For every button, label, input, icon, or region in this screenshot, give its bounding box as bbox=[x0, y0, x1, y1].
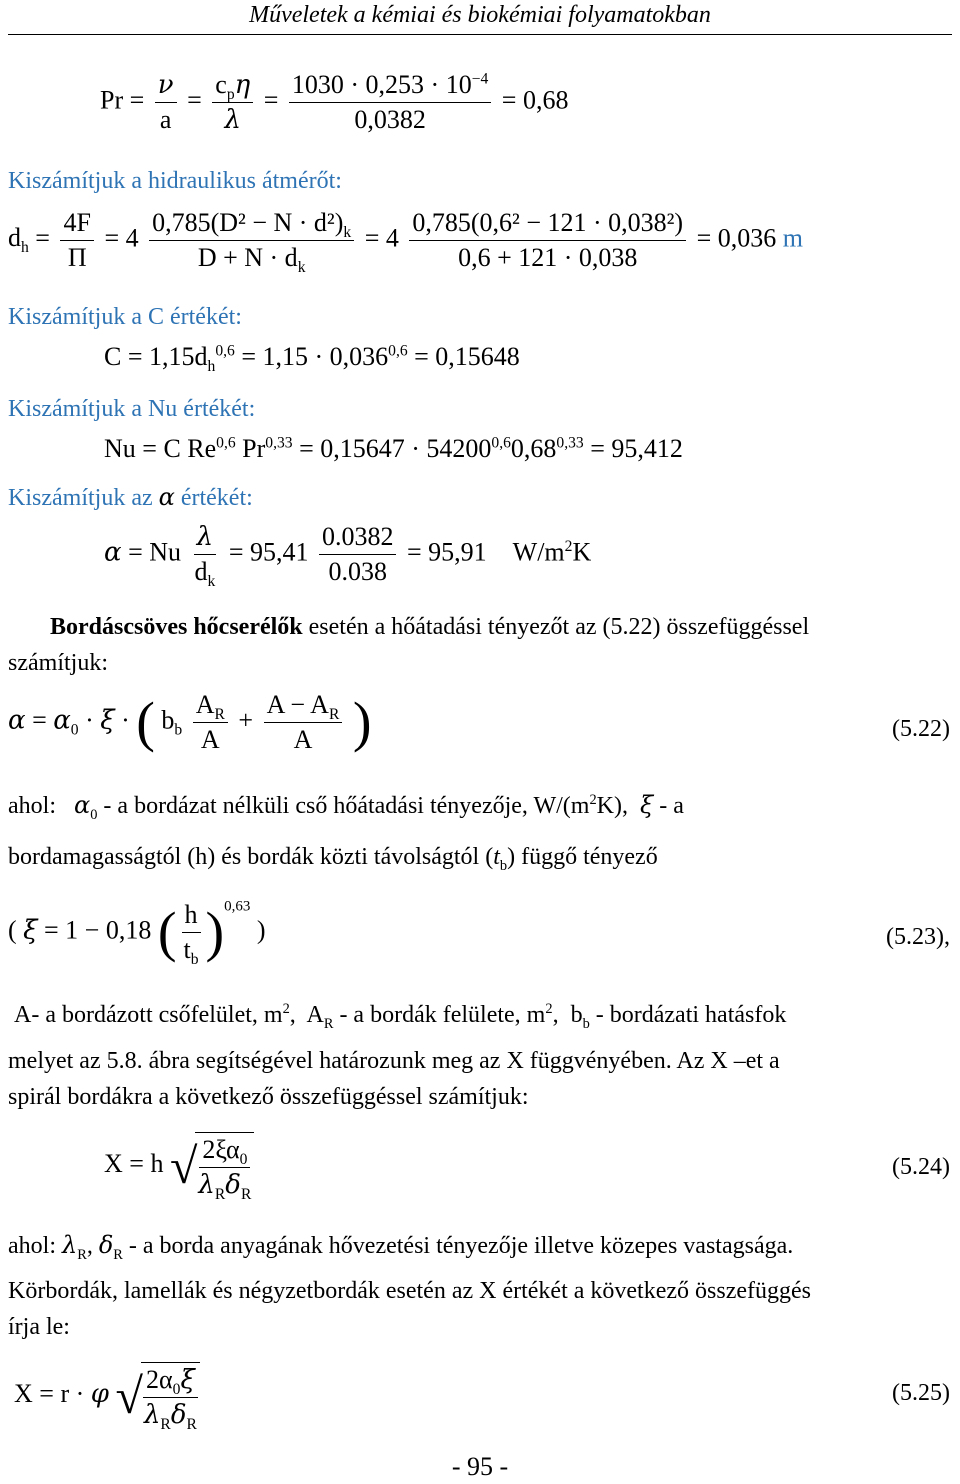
eq523-fraction: $\frac{h}{t_b}$ bbox=[183, 900, 199, 969]
heading-nu-value: Kiszámítjuk a Nu értékét: bbox=[8, 396, 256, 422]
paragraph-where-lambda-delta: ahol: $\lambda_R$, $\delta_R$ - a borda anyagának hővezetési tényezője illetve közepes vastagsága. bbox=[8, 1231, 794, 1263]
paragraph-finned-tube-line2: számítjuk: bbox=[8, 650, 108, 676]
equation-5-22: $\alpha = \alpha_0 \cdot \xi$ · ( $b_b$ $\frac{A_R}{A}$ + $\frac{A - A_R}{A}$ ) bbox=[8, 690, 372, 754]
paragraph-circular-fins-line1: Körbordák, lamellák és négyzetbordák esetén az X értékét a következő összefüggés bbox=[8, 1278, 811, 1304]
equation-number-5-25: (5.25) bbox=[892, 1380, 950, 1406]
equation-alpha: α = Nu $\frac{\lambda}{d_k}$ = 95,41 $\frac{0.0382}{0.038}$ = 95,91 $W/m^2K$ bbox=[104, 522, 592, 591]
paragraph-circular-fins-line2: írja le: bbox=[8, 1314, 70, 1340]
eq522-fraction-1: $\frac{A_R}{A}$ bbox=[193, 690, 228, 755]
equation-c: $C = 1,15d_h^{0,6} = 1,15 \cdot 0,036^{0,6} = 0,15648$ bbox=[104, 342, 520, 376]
pr-fraction-2: $\frac{c_p\eta}{\lambda}$ bbox=[212, 70, 253, 135]
paragraph-finned-tube-line1: Bordáscsöves hőcserélők esetén a hőátadási tényezőt az (5.22) összefüggéssel bbox=[50, 614, 810, 640]
paragraph-surface-definitions: A- a bordázott csőfelület, $m^2$, $A_R$ - a bordák felülete, $m^2$, $b_b$ - bordázati hatásfok bbox=[14, 1001, 787, 1032]
equation-number-5-22: (5.22) bbox=[892, 716, 950, 742]
equation-5-24: X = h √ $\frac{2\xi\alpha_0}{\lambda_R\delta_R}$ bbox=[104, 1132, 258, 1200]
equation-number-5-23: (5.23), bbox=[886, 924, 950, 950]
dh-fraction-3: $\frac{\text{0,785(0,6² − 121 · 0,038²)}}{0,6 + 121 \cdot 0,038}$ bbox=[409, 208, 686, 273]
dh-fraction-1: $\frac{4F}{\Pi}$ bbox=[60, 208, 93, 273]
dh-fraction-2: $\frac{0,785(D^2 - N \cdot d^2)_k}{D + N \cdot d_k}$ bbox=[149, 208, 354, 273]
paragraph-where-alpha0-line2: bordamagasságtól (h) és bordák közti távolságtól $(t_b)$ függő tényező bbox=[8, 844, 658, 874]
alpha-fraction-2: $\frac{0.0382}{0.038}$ bbox=[319, 522, 397, 587]
paragraph-surface-line2: melyet az 5.8. ábra segítségével határozunk meg az X függvényében. Az X –et a bbox=[8, 1048, 780, 1074]
dh-result: = 0,036 bbox=[696, 223, 777, 253]
dh-lhs: $d_h$ bbox=[8, 223, 29, 257]
sqrt-symbol: √ bbox=[169, 1138, 198, 1194]
alpha-fraction-1: $\frac{\lambda}{d_k}$ bbox=[194, 522, 216, 591]
paragraph-surface-line3: spirál bordákra a következő összefüggéssel számítjuk: bbox=[8, 1084, 529, 1110]
heading-alpha-value: Kiszámítjuk az α értékét: bbox=[8, 483, 253, 511]
header-rule bbox=[8, 34, 952, 35]
equation-hydraulic-diameter: $d_h$ = $\frac{4F}{\Pi}$ = 4 $\frac{0,785(D^2 - N \cdot d^2)_k}{D + N \cdot d_k}$ = 4 $\frac{\text{0,785(0,6² − 121 · 0,038²)}}{0,6 + 121 \cdot 0,038}$ = 0,036 m bbox=[8, 208, 803, 277]
equation-5-23: ( ξ = 1 − 0,18 ( $\frac{h}{t_b}$ )$^{0,63}$ ) bbox=[8, 898, 266, 969]
equation-5-25: X = r · φ √ $\frac{2\alpha_0\xi}{\lambda_R\delta_R}$ bbox=[14, 1362, 204, 1430]
pr-lhs: Pr bbox=[100, 85, 124, 115]
sqrt-symbol: √ bbox=[115, 1368, 143, 1424]
eq524-fraction: $\frac{2\xi\alpha_0}{\lambda_R\delta_R}$ bbox=[195, 1132, 254, 1200]
eq522-fraction-2: $\frac{A - A_R}{A}$ bbox=[264, 690, 343, 755]
pr-result: = 0,68 bbox=[501, 85, 569, 115]
paragraph-where-alpha0: ahol: $\alpha_0$ - a bordázat nélküli cső hőátadási tényezője, $W/(m^2K)$, ξ - a bbox=[8, 791, 684, 823]
equation-nusselt: Nu = C Re$^{0,6}$ $Pr^{0,33} = 0,15647 \cdot 54200^{0,6}0,68^{0,33} = 95,412$ bbox=[104, 434, 683, 463]
eq525-fraction: $\frac{2\alpha_0\xi}{\lambda_R\delta_R}$ bbox=[141, 1362, 200, 1430]
equation-prandtl: Pr = $\frac{\nu}{a}$ = $\frac{c_p\eta}{\lambda}$ = $\frac{1030 \cdot 0,253 \cdot 10^{-4}}{0,0382}$ = 0,68 bbox=[100, 70, 569, 135]
running-header: Műveletek a kémiai és biokémiai folyamatokban bbox=[249, 2, 711, 28]
dh-unit: m bbox=[782, 223, 803, 253]
equation-number-5-24: (5.24) bbox=[892, 1154, 950, 1180]
page-number: - 95 - bbox=[451, 1452, 509, 1481]
pr-fraction-1: $\frac{\nu}{a}$ bbox=[155, 70, 177, 135]
pr-fraction-3: $\frac{1030 \cdot 0,253 \cdot 10^{-4}}{0,0382}$ bbox=[289, 70, 491, 135]
heading-hydraulic-diameter: Kiszámítjuk a hidraulikus átmérőt: bbox=[8, 168, 342, 194]
heading-c-value: Kiszámítjuk a C értékét: bbox=[8, 304, 242, 330]
